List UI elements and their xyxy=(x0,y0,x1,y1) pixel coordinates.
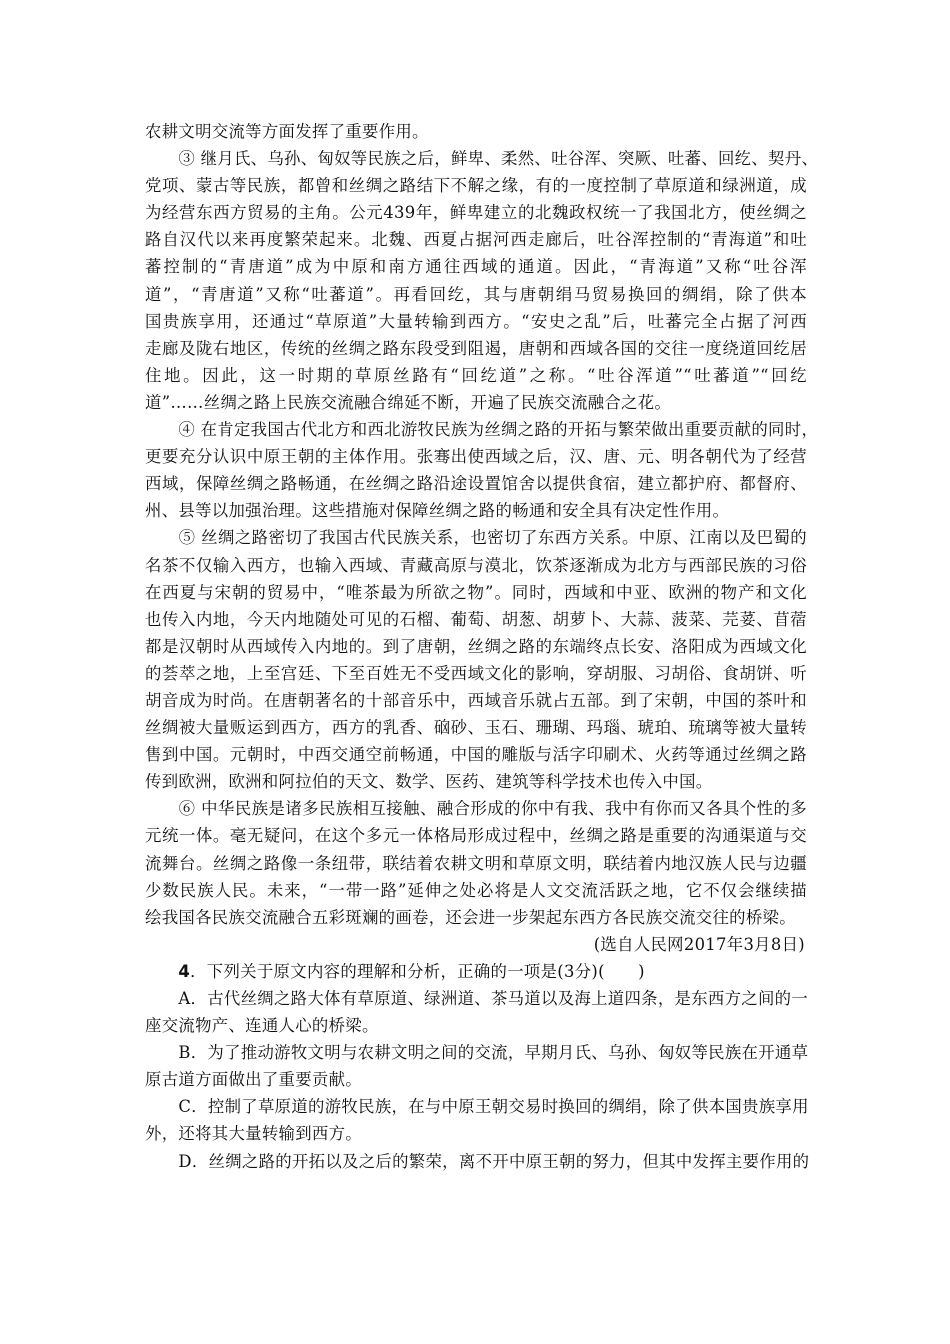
option-line: C．控制了草原道的游牧民族，在与中原王朝交易时换回的绸绢，除了供本国贵族享用 xyxy=(145,1097,809,1117)
passage-line: 党项、蒙古等民族，都曾和丝绸之路结下不解之缘，有的一度控制了草原道和绿洲道，成 xyxy=(145,176,807,196)
passage-line: ④ 在肯定我国古代北方和西北游牧民族为丝绸之路的开拓与繁荣做出重要贡献的同时， xyxy=(145,420,819,440)
passage-line: 少数民族人民。未来，“一带一路”延伸之处必将是人文交流活跃之地，它不仅会继续描 xyxy=(145,880,807,900)
option-line: B．为了推动游牧文明与农耕文明之间的交流，早期月氏、乌孙、匈奴等民族在开通草 xyxy=(145,1043,809,1063)
question-stem xyxy=(145,958,807,985)
passage-line: 丝绸被大量贩运到西方，西方的乳香、硇砂、玉石、珊瑚、玛瑙、琥珀、琉璃等被大量转 xyxy=(145,718,807,738)
option-line: 原古道方面做出了重要贡献。 xyxy=(145,1070,362,1090)
passage-line: ⑤ 丝绸之路密切了我国古代民族关系，也密切了东西方关系。中原、江南以及巴蜀的 xyxy=(145,528,807,548)
passage-line: 农耕文明交流等方面发挥了重要作用。 xyxy=(145,122,429,141)
source-citation: (选自人民网2017年3月8日) xyxy=(593,934,805,954)
passage-line: ③ 继月氏、乌孙、匈奴等民族之后，鲜卑、柔然、吐谷浑、突厥、吐蕃、回纥、契丹、 xyxy=(145,149,819,169)
passage-text xyxy=(145,118,819,931)
passage-line: 传到欧洲，欧洲和阿拉伯的天文、数学、医药、建筑等科学技术也传入中国。 xyxy=(145,772,713,792)
passage-line: 国贵族享用，还通过“草原道”大量转输到西方。“安史之乱”后，吐蕃完全占据了河西 xyxy=(145,311,807,331)
question-stem-text: ．下列关于原文内容的理解和分析，正确的一项是(3分)( ) xyxy=(190,961,645,981)
passage-line: ⑥ 中华民族是诸多民族相互接触、融合形成的你中有我、我中有你而又各具个性的多 xyxy=(145,799,807,819)
passage-line: 蕃控制的“青唐道”成为中原和南方通往西域的通道。因此，“青海道”又称“吐谷浑 xyxy=(145,257,807,277)
option-d xyxy=(145,1148,810,1175)
passage-line: 也传入内地，今天内地随处可见的石榴、葡萄、胡葱、胡萝卜、大蒜、菠菜、芫荽、苜蓿 xyxy=(145,609,807,629)
question-number: 4 xyxy=(178,961,191,981)
option-line: D．丝绸之路的开拓以及之后的繁荣，离不开中原王朝的努力，但其中发挥主要作用的 xyxy=(145,1151,810,1171)
passage-line: 西域，保障丝绸之路畅通，在丝绸之路沿途设置馆舍以提供食宿，建立都护府、都督府、 xyxy=(145,474,807,494)
document-page xyxy=(145,118,819,1175)
passage-line: 胡音成为时尚。在唐朝著名的十部音乐中，西域音乐就占五部。到了宋朝，中国的茶叶和 xyxy=(145,690,807,710)
passage-line: 的荟萃之地，上至宫廷、下至百姓无不受西域文化的影响，穿胡服、习胡俗、食胡饼、听 xyxy=(145,663,807,683)
passage-line: 住地。因此，这一时期的草原丝路有“回纥道”之称。“吐谷浑道”“吐蕃道”“回纥 xyxy=(145,365,807,385)
passage-line: 在西夏与宋朝的贸易中，“唯茶最为所欲之物”。同时，西域和中亚、欧洲的物产和文化 xyxy=(145,582,807,602)
passage-line: 路自汉代以来再度繁荣起来。北魏、西夏占据河西走廊后，吐谷浑控制的“青海道”和吐 xyxy=(145,230,807,250)
passage-line: 道”……丝绸之路上民族交流融合绵延不断，开遍了民族交流融合之花。 xyxy=(145,392,672,412)
passage-line: 元统一体。毫无疑问，在这个多元一体格局形成过程中，丝绸之路是重要的沟通渠道与交 xyxy=(145,826,807,846)
passage-line: 走廊及陇右地区，传统的丝绸之路东段受到阻遏，唐朝和西域各国的交往一度绕道回纥居 xyxy=(145,338,807,358)
passage-line: 名茶不仅输入西方，也输入西域、青藏高原与漠北，饮茶逐渐成为北方与西部民族的习俗 xyxy=(145,555,807,575)
option-line: 座交流物产、连通人心的桥梁。 xyxy=(145,1016,379,1036)
passage-line: 道”，“青唐道”又称“吐蕃道”。再看回纥，其与唐朝绢马贸易换回的绸绢，除了供本 xyxy=(145,284,807,304)
passage-line: 都是汉朝时从西域传入内地的。到了唐朝，丝绸之路的东端终点长安、洛阳成为西域文化 xyxy=(145,636,807,656)
option-a xyxy=(145,985,807,1039)
option-line: A．古代丝绸之路大体有草原道、绿洲道、茶马道以及海上道四条，是东西方之间的一 xyxy=(145,989,809,1008)
passage-line: 流舞台。丝绸之路像一条纽带，联结着农耕文明和草原文明，联结着内地汉族人民与边疆 xyxy=(145,853,807,873)
passage-line: 州、县等以加强治理。这些措施对保障丝绸之路的畅通和安全具有决定性作用。 xyxy=(145,501,730,521)
question-options xyxy=(145,985,810,1175)
option-c xyxy=(145,1093,807,1147)
passage-line: 为经营东西方贸易的主角。公元439年，鲜卑建立的北魏政权统一了我国北方，使丝绸之 xyxy=(145,203,807,223)
option-line: 外，还将其大量转输到西方。 xyxy=(145,1124,362,1144)
passage-line: 售到中国。元朝时，中西交通空前畅通，中国的雕版与活字印刷术、火药等通过丝绸之路 xyxy=(145,745,807,765)
option-b xyxy=(145,1039,807,1093)
passage-line: 更要充分认识中原王朝的主体作用。张骞出使西域之后，汉、唐、元、明各朝代为了经营 xyxy=(145,447,807,467)
passage-line: 绘我国各民族交流融合五彩斑斓的画卷，还会进一步架起东西方各民族交流交往的桥梁。 xyxy=(145,907,796,927)
